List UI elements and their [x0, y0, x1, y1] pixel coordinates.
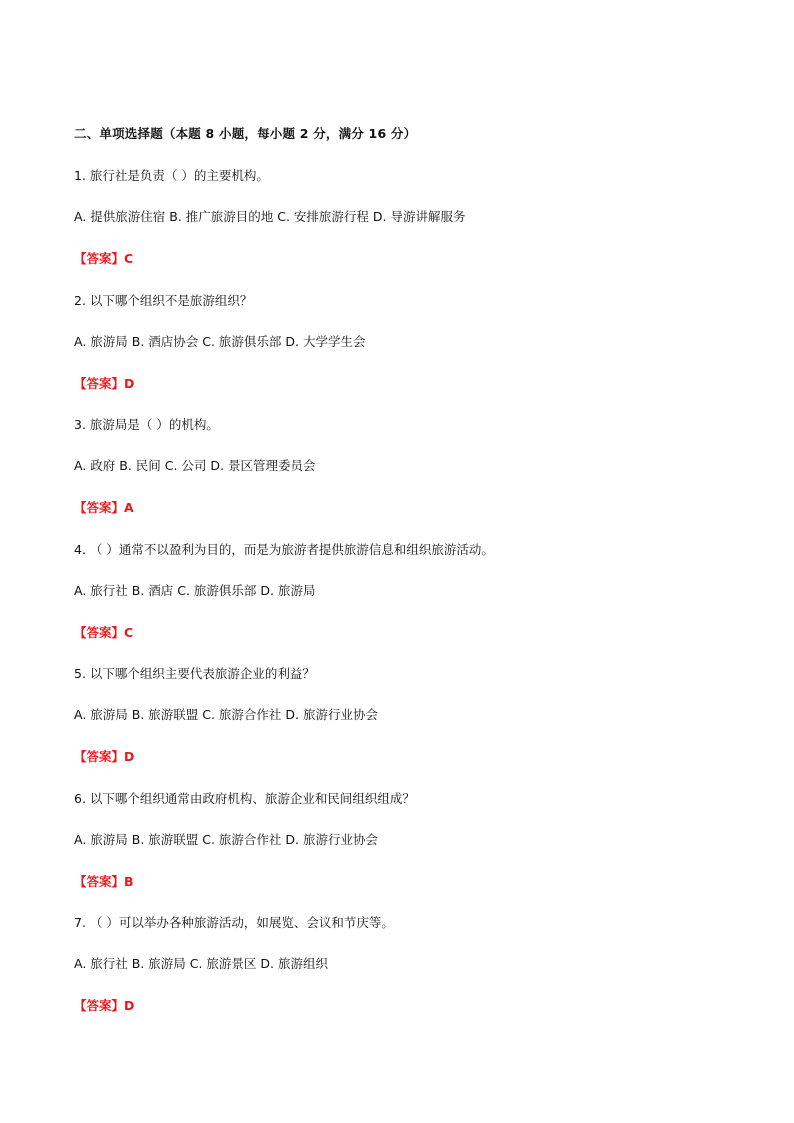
- answer-line: [74, 749, 134, 765]
- answer-line: [74, 500, 134, 516]
- question-stem: 4. （ ）通常不以盈利为目的，而是为旅游者提供旅游信息和组织旅游活动。: [74, 542, 494, 557]
- answer-line: [74, 376, 134, 392]
- question-stem: 6. 以下哪个组织通常由政府机构、旅游企业和民间组织组成？: [74, 791, 415, 806]
- answer-value: D: [124, 376, 135, 391]
- answer-line: [74, 998, 134, 1014]
- answer-label: 【答案】: [74, 625, 125, 640]
- answer-label: 【答案】: [74, 998, 125, 1013]
- answer-value: D: [124, 749, 135, 764]
- answer-line: [74, 625, 133, 641]
- answer-value: D: [124, 998, 135, 1013]
- answer-value: B: [124, 874, 134, 889]
- question-stem: 7. （ ）可以举办各种旅游活动，如展览、会议和节庆等。: [74, 915, 394, 930]
- answer-label: 【答案】: [74, 376, 125, 391]
- question-options: A. 政府 B. 民间 C. 公司 D. 景区管理委员会: [74, 458, 316, 473]
- answer-label: 【答案】: [74, 749, 125, 764]
- answer-label: 【答案】: [74, 251, 125, 266]
- question-options: A. 旅游局 B. 旅游联盟 C. 旅游合作社 D. 旅游行业协会: [74, 832, 378, 847]
- answer-label: 【答案】: [74, 874, 125, 889]
- answer-value: C: [124, 625, 134, 640]
- answer-value: C: [124, 251, 134, 266]
- question-options: A. 旅行社 B. 旅游局 C. 旅游景区 D. 旅游组织: [74, 956, 328, 971]
- question-options: A. 旅游局 B. 酒店协会 C. 旅游俱乐部 D. 大学学生会: [74, 334, 366, 349]
- question-options: A. 旅行社 B. 酒店 C. 旅游俱乐部 D. 旅游局: [74, 583, 316, 598]
- question-stem: 3. 旅游局是（ ）的机构。: [74, 417, 219, 432]
- answer-line: [74, 874, 134, 890]
- answer-value: A: [124, 500, 134, 515]
- question-stem: 1. 旅行社是负责（ ）的主要机构。: [74, 168, 269, 183]
- question-stem: 5. 以下哪个组织主要代表旅游企业的利益？: [74, 666, 315, 681]
- question-options: A. 提供旅游住宿 B. 推广旅游目的地 C. 安排旅游行程 D. 导游讲解服务: [74, 209, 466, 224]
- question-options: A. 旅游局 B. 旅游联盟 C. 旅游合作社 D. 旅游行业协会: [74, 707, 378, 722]
- section-title: 二、单项选择题（本题 8 小题，每小题 2 分，满分 16 分）: [74, 126, 417, 141]
- answer-line: [74, 251, 133, 267]
- question-stem: 2. 以下哪个组织不是旅游组织？: [74, 293, 253, 308]
- answer-label: 【答案】: [74, 500, 125, 515]
